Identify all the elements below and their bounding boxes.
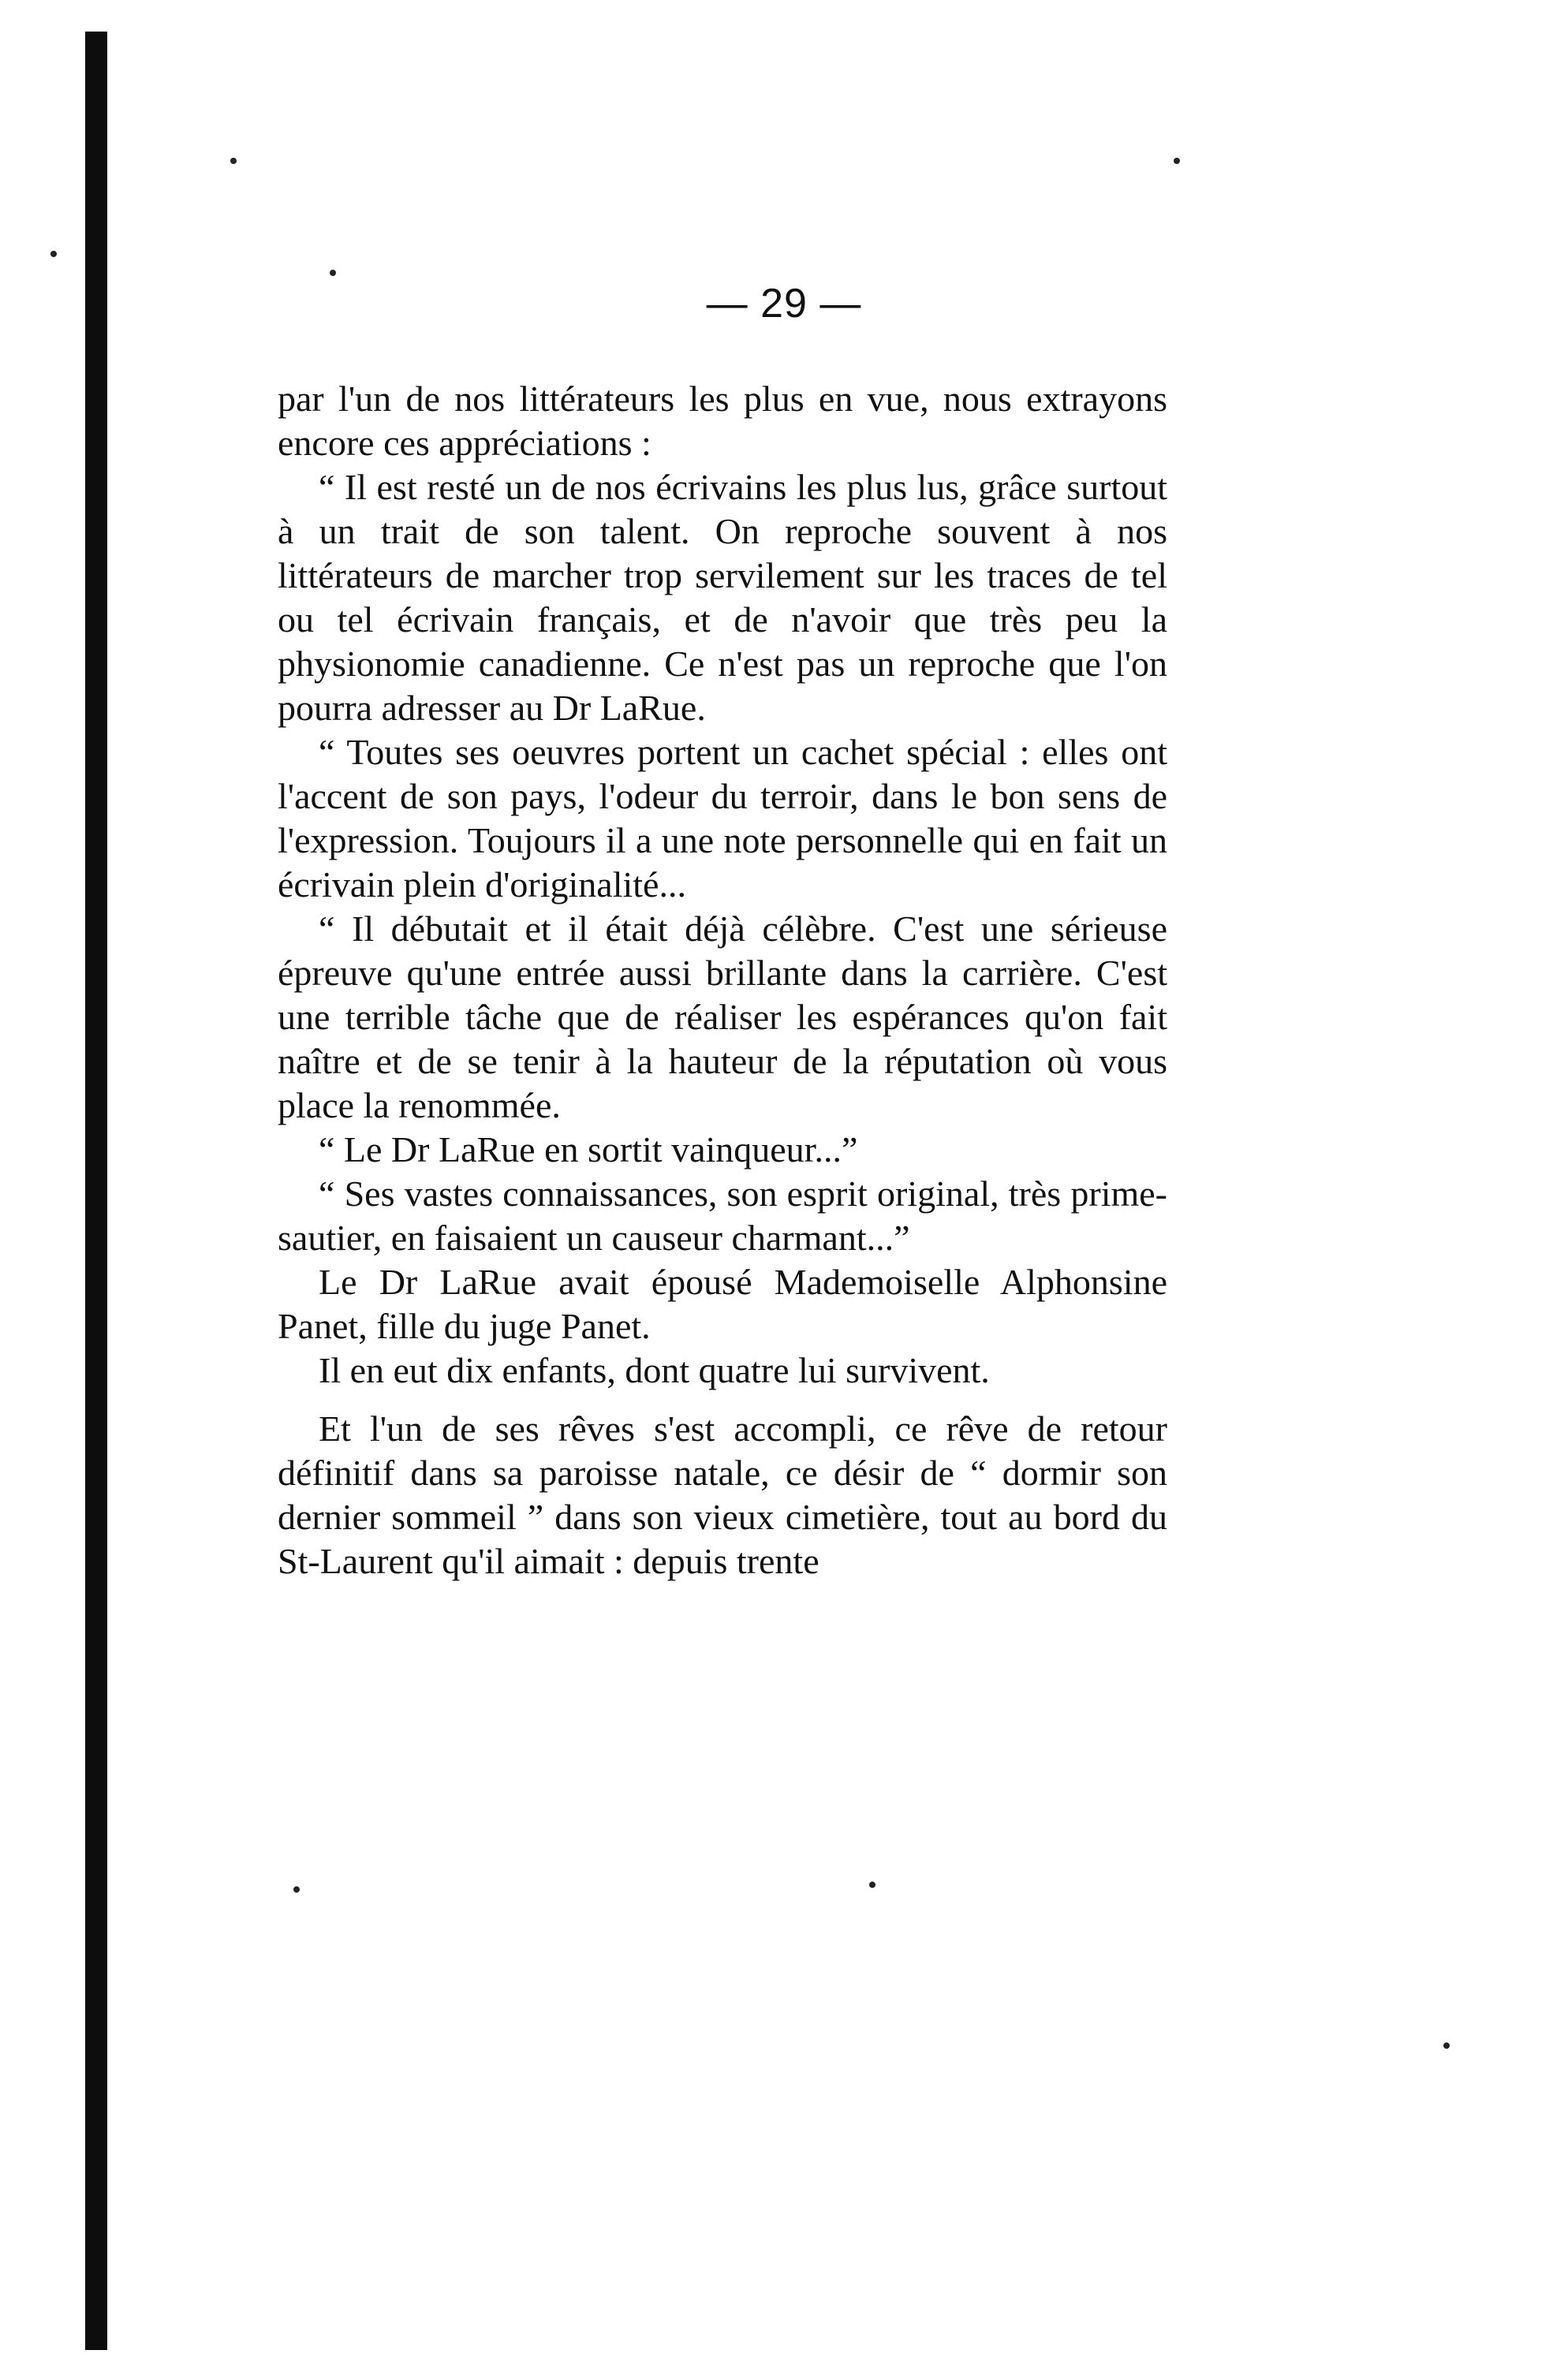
scan-speck [869,1882,875,1888]
scan-speck [1174,158,1180,164]
paragraph: Il en eut dix enfants, dont quatre lui survivent. [319,1350,990,1390]
paragraph: “ Toutes ses oeuvres portent un cachet spécial : elles ont l'accent de son pays, l'odeur du terroir, dans le bon sens de l'expression. Toujours il a une note personnelle qui en fait un écrivain plein d'originalité... [278,732,1167,905]
paragraph: “ Il débutait et il était déjà célèbre. C'est une sérieuse épreuve qu'une entrée aussi brillante dans la carrière. C'est une terrible tâche que de réaliser les espérances qu'on fait naître et de se tenir à la hauteur de la réputation où vous place la renommée. [278,908,1167,1125]
scan-speck [293,1886,300,1893]
paragraph: Et l'un de ses rêves s'est accompli, ce rêve de retour définitif dans sa paroisse natale, ce désir de “ dormir son dernier sommeil ” dans son vieux cimetière, tout au bord du St-Laurent qu'il aimait : depuis trente [278,1408,1167,1581]
paragraph: “ Ses vastes connaissances, son esprit original, très prime-sautier, en faisaient un causeur charmant...” [278,1173,1167,1258]
paragraph: par l'un de nos littérateurs les plus en vue, nous extrayons encore ces appréciations : [278,379,1167,463]
binding-edge [85,32,107,2350]
scan-speck [330,270,336,276]
page-number: — 29 — [706,281,862,326]
body-text [278,377,1167,1584]
paragraph: “ Le Dr LaRue en sortit vainqueur...” [319,1129,858,1169]
paragraph: “ Il est resté un de nos écrivains les plus lus, grâce surtout à un trait de son talent. On reproche souvent à nos littérateurs de marcher trop servilement sur les traces de tel ou tel écrivain français, et de n'avoir que très peu la physionomie canadienne. Ce n'est pas un reproche que l'on pourra adresser au Dr LaRue. [278,467,1167,728]
paragraph: Le Dr LaRue avait épousé Mademoiselle Alphonsine Panet, fille du juge Panet. [278,1262,1167,1346]
scan-speck [50,251,57,257]
scan-speck [1443,2042,1450,2049]
scan-speck [230,158,237,164]
